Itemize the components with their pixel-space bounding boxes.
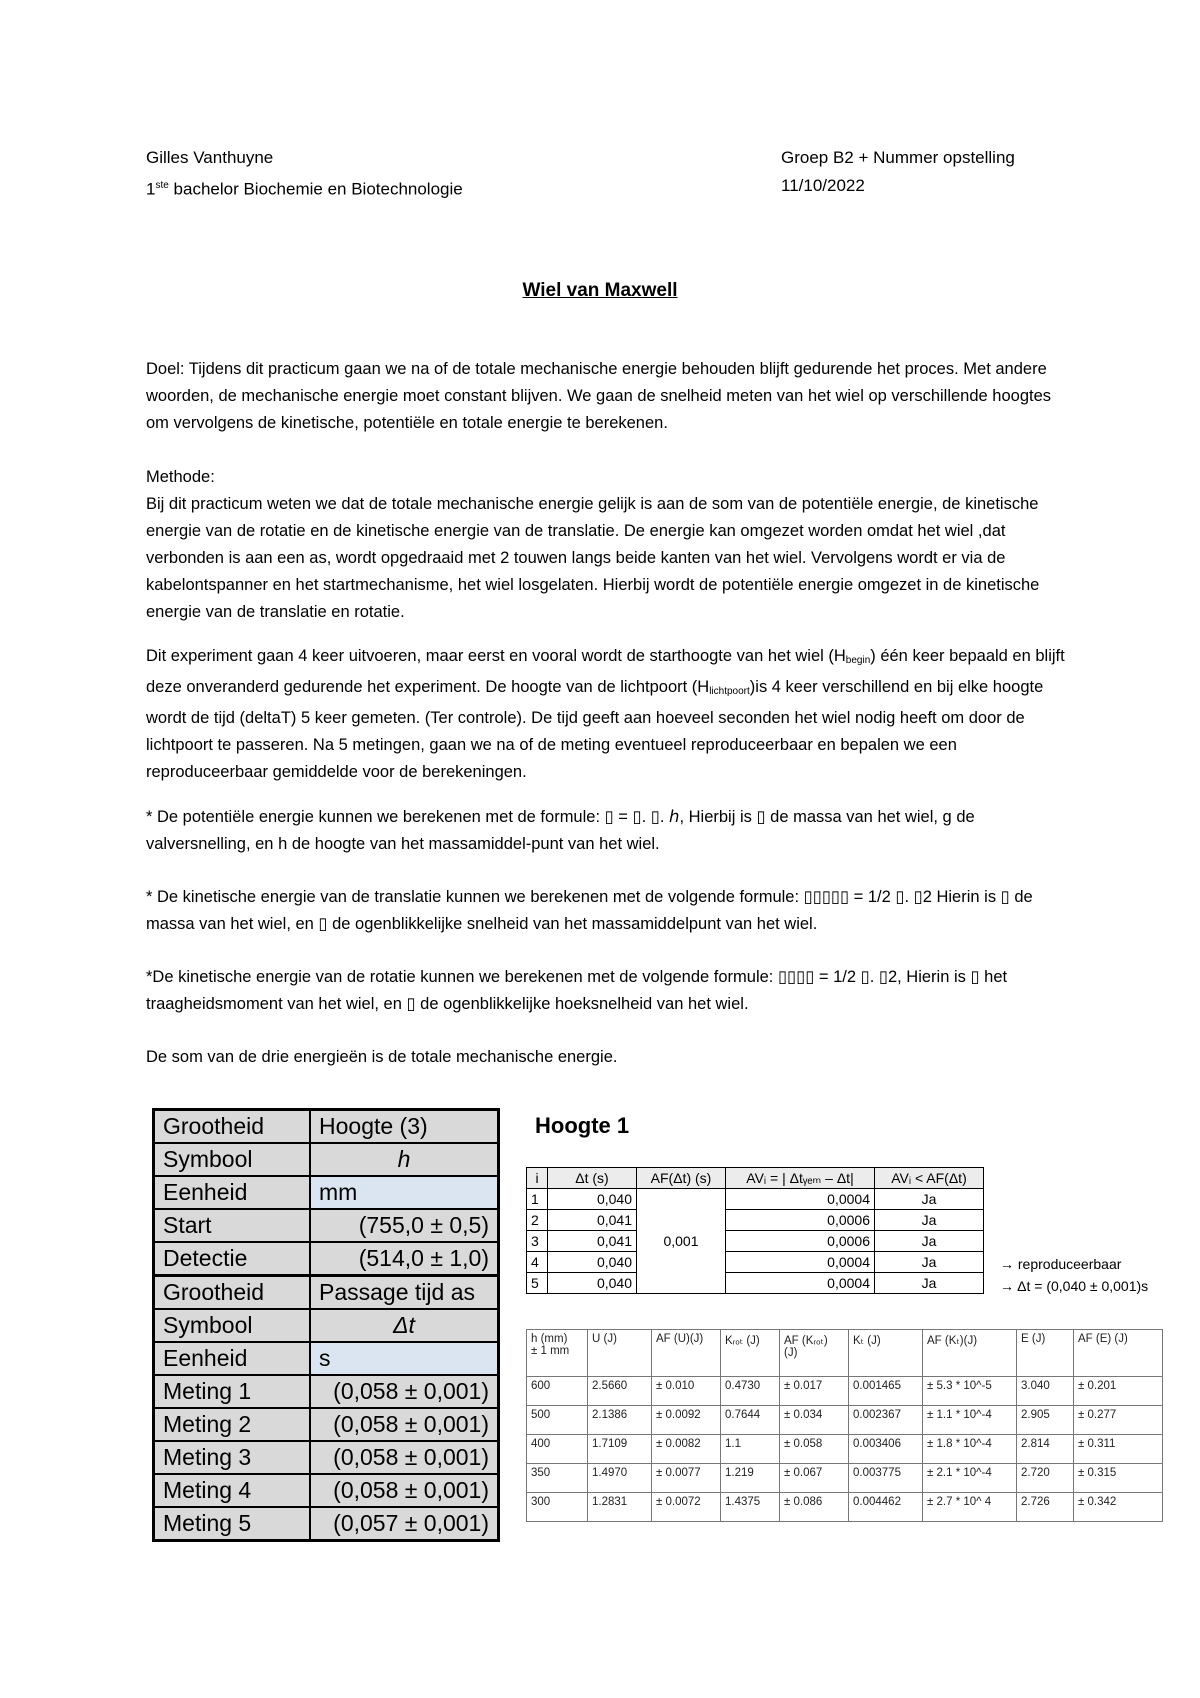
cell: 2 (527, 1210, 548, 1231)
table-row (154, 1408, 499, 1441)
col-header: AVᵢ = | Δtᵧₑₘ – Δt| (726, 1168, 875, 1189)
table-row (527, 1464, 1163, 1493)
doel-text: Doel: Tijdens dit practicum gaan we na of de totale mechanische energie behouden blijft gedurende het proces. Met andere woorden, de mechanische energie moet constant blijven. We gaan de snelheid meten van het wiel op verschillende hoogtes om vervolgens de kinetische, potentiële en totale energie te berekenen. (146, 360, 1052, 432)
cell: 0.7644 (721, 1406, 780, 1435)
col-header: h (mm) ± 1 mm (527, 1330, 588, 1377)
cell: (755,0 ± 0,5) (310, 1209, 499, 1242)
header-right (781, 144, 1015, 200)
delta-t-result: → Δt = (0,040 ± 0,001)s (1000, 1278, 1149, 1294)
cell: 0,0006 (726, 1231, 875, 1252)
hoogte-title: Hoogte 1 (535, 1113, 630, 1138)
cell: 1.7109 (588, 1435, 652, 1464)
cell: h (310, 1143, 499, 1176)
table-row (154, 1441, 499, 1474)
experiment-paragraph (146, 643, 1076, 786)
table-row (154, 1110, 499, 1144)
cell: 0,0004 (726, 1252, 875, 1273)
cell: ± 0.0082 (652, 1435, 721, 1464)
col-header: AF(Δt) (s) (637, 1168, 726, 1189)
cell: 1.4970 (588, 1464, 652, 1493)
cell: 2.814 (1017, 1435, 1074, 1464)
table-row (154, 1176, 499, 1209)
cell: (0,058 ± 0,001) (310, 1408, 499, 1441)
cell: s (310, 1342, 499, 1375)
col-header: U (J) (588, 1330, 652, 1377)
table-row (154, 1309, 499, 1342)
cell: Ja (875, 1252, 984, 1273)
cell: Ja (875, 1210, 984, 1231)
exp-part-2: ) één keer bepaald en blijft deze onveranderd gedurende het experiment. De hoogte van de lichtpoort (H (146, 647, 1065, 696)
cell: ± 0.315 (1074, 1464, 1163, 1493)
table-row (527, 1252, 984, 1273)
table-row (527, 1406, 1163, 1435)
cell: (0,058 ± 0,001) (310, 1474, 499, 1507)
col-header: Kᵣₒₜ (J) (721, 1330, 780, 1377)
cell: 0.003775 (849, 1464, 923, 1493)
cell: 2.905 (1017, 1406, 1074, 1435)
cell: Passage tijd as (310, 1276, 499, 1310)
author-name: Gilles Vanthuyne (146, 148, 274, 167)
cell: 2.5660 (588, 1377, 652, 1406)
cell: 0.003406 (849, 1435, 923, 1464)
col-header: AF (E) (J) (1074, 1330, 1163, 1377)
experiment-text (146, 643, 1076, 786)
cell: 0,040 (548, 1273, 637, 1294)
cell: ± 0.017 (780, 1377, 849, 1406)
cell: ± 0.342 (1074, 1493, 1163, 1522)
exp-part-3: )is 4 keer verschillend en bij elke hoogte wordt de tijd (deltaT) 5 keer gemeten. (Ter controle). De tijd geeft aan hoeveel seconden het wiel nodig heeft om door de lichtpoort te passeren. Na 5 metingen, gaan we na of de meting eventueel reproduceerbaar en bepalen we een reproduceerbaar gemiddelde voor de berekeningen. (146, 678, 1044, 781)
cell: ± 0.0072 (652, 1493, 721, 1522)
cell: 5 (527, 1273, 548, 1294)
cell: ± 0.067 (780, 1464, 849, 1493)
cell: 500 (527, 1406, 588, 1435)
cell: Grootheid (154, 1276, 311, 1310)
cell: 2.1386 (588, 1406, 652, 1435)
pot-text: * De potentiële energie kunnen we berekenen met de formule: ▯ = ▯. ▯. ℎ, Hierbij is ▯ de massa van het wiel, g de valversnelling, en h de hoogte van het massamiddel-punt van het wiel. (146, 808, 975, 853)
cell: Detectie (154, 1242, 311, 1276)
trans-text: * De kinetische energie van de translatie kunnen we berekenen met de volgende formule: ▯▯▯▯▯ = 1/2 ▯. ▯2 Hierin is ▯ de massa van het wiel, en ▯ de ogenblikkelijke snelheid van het massamiddelpunt van het wiel. (146, 888, 1033, 933)
cell: (514,0 ± 1,0) (310, 1242, 499, 1276)
cell: Ja (875, 1231, 984, 1252)
col-header: Kₜ (J) (849, 1330, 923, 1377)
cell: ± 2.1 * 10^-4 (923, 1464, 1017, 1493)
cell: 1 (527, 1189, 548, 1210)
table-row (527, 1210, 984, 1231)
methode-text: Bij dit practicum weten we dat de totale mechanische energie gelijk is aan de som van de potentiële energie, de kinetische energie van de rotatie en de kinetische energie van de translatie. De energie kan omgezet worden omdat het wiel ,dat verbonden is aan een as, wordt opgedraaid met 2 touwen langs beide kanten van het wiel. Vervolgens wordt er via de kabelontspanner en het startmechanisme, het wiel losgelaten. Hierbij wordt de potentiële energie omgezet in de kinetische energie van de translatie en rotatie. (146, 495, 1040, 621)
af-cell: 0,001 (637, 1189, 726, 1294)
exp-sub-begin: begin (845, 655, 871, 666)
cell: Ja (875, 1273, 984, 1294)
study-sup: ste (155, 180, 169, 191)
table-row (527, 1435, 1163, 1464)
cell: Meting 1 (154, 1375, 311, 1408)
cell: 0,0004 (726, 1273, 875, 1294)
methode-label: Methode: (146, 468, 215, 486)
cell: 1.4375 (721, 1493, 780, 1522)
cell: 0,040 (548, 1189, 637, 1210)
cell: 0,0004 (726, 1189, 875, 1210)
table-header-row (527, 1330, 1163, 1377)
table-row (527, 1377, 1163, 1406)
cell: ± 0.086 (780, 1493, 849, 1522)
cell: Ja (875, 1189, 984, 1210)
col-header: AVᵢ < AF(Δt) (875, 1168, 984, 1189)
cell: Symbool (154, 1143, 311, 1176)
table-row (154, 1276, 499, 1310)
cell: ± 1.1 * 10^-4 (923, 1406, 1017, 1435)
cell: Meting 3 (154, 1441, 311, 1474)
col-header: AF (Kᵣₒₜ) (J) (780, 1330, 849, 1377)
exp-sub-lichtpoort: lichtpoort (709, 686, 750, 697)
cell: ± 1.8 * 10^-4 (923, 1435, 1017, 1464)
doel-paragraph (146, 356, 1076, 437)
cell: 1.1 (721, 1435, 780, 1464)
cell: (0,057 ± 0,001) (310, 1507, 499, 1541)
cell: ± 0.0077 (652, 1464, 721, 1493)
cell: ± 0.0092 (652, 1406, 721, 1435)
study-line (146, 172, 463, 204)
header-left (146, 144, 463, 204)
cell: ± 5.3 * 10^-5 (923, 1377, 1017, 1406)
cell: 1.2831 (588, 1493, 652, 1522)
table-row (527, 1273, 984, 1294)
cell: Symbool (154, 1309, 311, 1342)
cell: 4 (527, 1252, 548, 1273)
cell: (0,058 ± 0,001) (310, 1375, 499, 1408)
table-row (154, 1209, 499, 1242)
table-row (154, 1375, 499, 1408)
date-label: 11/10/2022 (781, 176, 865, 195)
col-header: E (J) (1017, 1330, 1074, 1377)
cell: Meting 5 (154, 1507, 311, 1541)
cell: ± 0.034 (780, 1406, 849, 1435)
cell: 0,041 (548, 1210, 637, 1231)
cell: ± 0.277 (1074, 1406, 1163, 1435)
reproducible-note: → reproduceerbaar (1000, 1256, 1122, 1272)
som-text: De som van de drie energieën is de totale mechanische energie. (146, 1048, 618, 1066)
cell: Start (154, 1209, 311, 1242)
cell: Eenheid (154, 1176, 311, 1209)
cell: ± 2.7 * 10^ 4 (923, 1493, 1017, 1522)
table-row (527, 1231, 984, 1252)
cell: 400 (527, 1435, 588, 1464)
cell: (0,058 ± 0,001) (310, 1441, 499, 1474)
pot-paragraph (146, 804, 1076, 858)
cell: Hoogte (3) (310, 1110, 499, 1144)
table-row (527, 1493, 1163, 1522)
cell: Meting 2 (154, 1408, 311, 1441)
col-header: i (527, 1168, 548, 1189)
col-header: Δt (s) (548, 1168, 637, 1189)
trans-paragraph (146, 884, 1076, 938)
cell: 2.720 (1017, 1464, 1074, 1493)
table-row (154, 1507, 499, 1541)
cell: 2.726 (1017, 1493, 1074, 1522)
table-row (527, 1189, 984, 1210)
cell: 350 (527, 1464, 588, 1493)
col-header: AF (Kₜ)(J) (923, 1330, 1017, 1377)
table-header-row (527, 1168, 984, 1189)
cell: 0.002367 (849, 1406, 923, 1435)
table-row (154, 1342, 499, 1375)
cell: ± 0.201 (1074, 1377, 1163, 1406)
cell: Grootheid (154, 1110, 311, 1144)
group-label: Groep B2 + Nummer opstelling (781, 148, 1015, 167)
energy-table (526, 1329, 1163, 1522)
cell: 3 (527, 1231, 548, 1252)
cell: 0,0006 (726, 1210, 875, 1231)
study-prefix: 1 (146, 179, 156, 199)
cell: 3.040 (1017, 1377, 1074, 1406)
cell: 0.001465 (849, 1377, 923, 1406)
measurement-table (152, 1108, 500, 1542)
som-paragraph (146, 1044, 1076, 1071)
hoogte1-table (526, 1167, 984, 1294)
table-row (154, 1143, 499, 1176)
methode-section (146, 464, 1076, 626)
page-title: Wiel van Maxwell (522, 280, 678, 301)
cell: 0.4730 (721, 1377, 780, 1406)
cell: Δt (310, 1309, 499, 1342)
cell: 0,041 (548, 1231, 637, 1252)
table-row (154, 1474, 499, 1507)
cell: 300 (527, 1493, 588, 1522)
cell: 0,040 (548, 1252, 637, 1273)
cell: Eenheid (154, 1342, 311, 1375)
study-rest: bachelor Biochemie en Biotechnologie (168, 179, 463, 199)
exp-part-1: Dit experiment gaan 4 keer uitvoeren, maar eerst en vooral wordt de starthoogte van het wiel (H (146, 647, 846, 665)
cell: ± 0.311 (1074, 1435, 1163, 1464)
cell: 1.219 (721, 1464, 780, 1493)
rot-paragraph (146, 964, 1076, 1018)
cell: 0.004462 (849, 1493, 923, 1522)
cell: ± 0.058 (780, 1435, 849, 1464)
cell: Meting 4 (154, 1474, 311, 1507)
cell: ± 0.010 (652, 1377, 721, 1406)
cell: 600 (527, 1377, 588, 1406)
table-row (154, 1242, 499, 1276)
cell: mm (310, 1176, 499, 1209)
col-header: AF (U)(J) (652, 1330, 721, 1377)
rot-text: *De kinetische energie van de rotatie kunnen we berekenen met de volgende formule: ▯▯▯▯ = 1/2 ▯. ▯2, Hierin is ▯ het traagheidsmoment van het wiel, en ▯ de ogenblikkelijke hoeksnelheid van het wiel. (146, 968, 1008, 1013)
